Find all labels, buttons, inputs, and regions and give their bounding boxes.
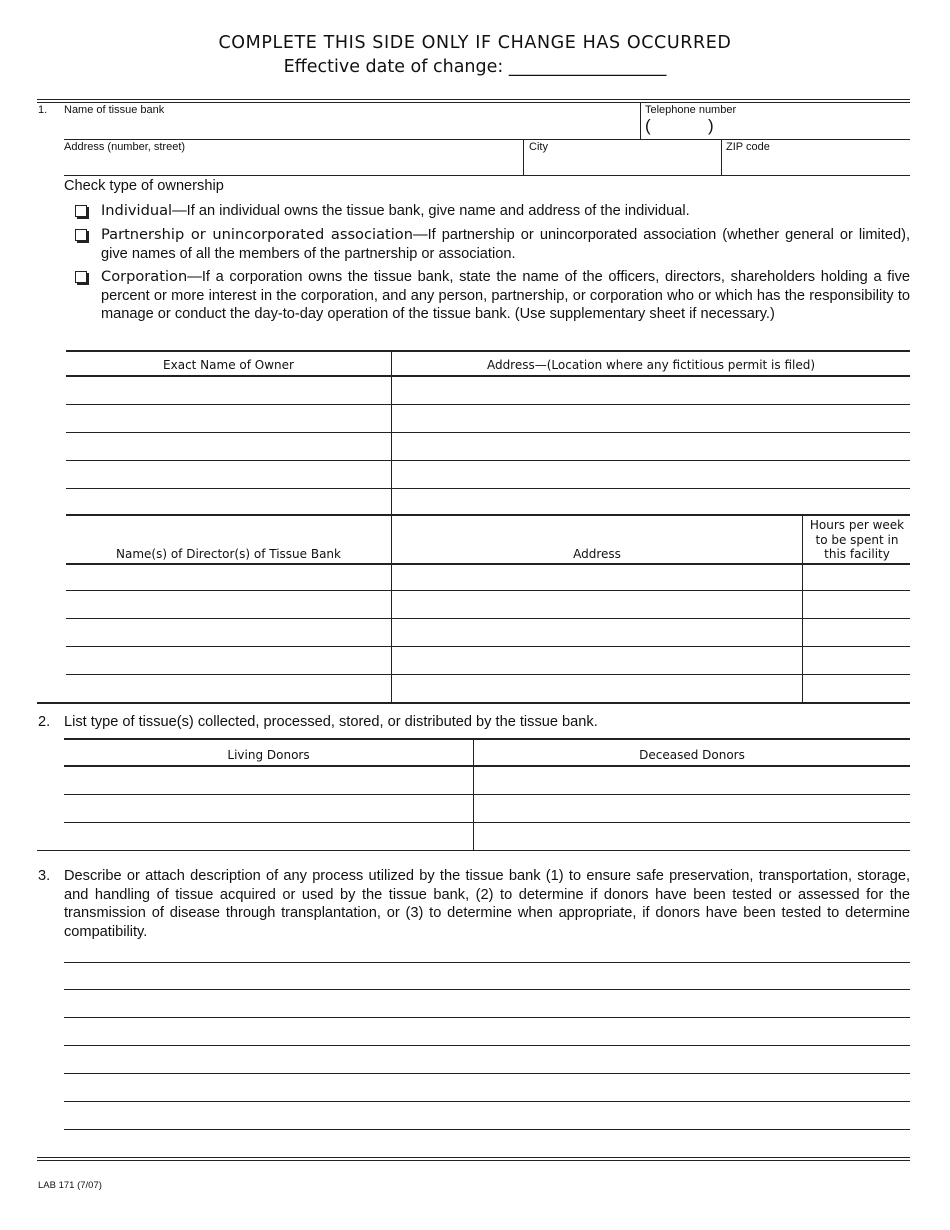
city-field[interactable] (529, 155, 717, 175)
owner-table-top (66, 350, 910, 352)
bottom-rule-2 (37, 1160, 910, 1161)
partnership-checkbox[interactable] (75, 229, 87, 241)
individual-checkbox[interactable] (75, 205, 87, 217)
section2-number: 2. (38, 714, 51, 730)
telephone-label: Telephone number (645, 104, 737, 116)
tissue-row-rule (64, 794, 910, 795)
option-title: Partnership or unincorporated association (101, 226, 413, 243)
top-rule-2 (37, 102, 910, 103)
top-rule (37, 99, 910, 100)
section3-number: 3. (38, 868, 51, 884)
section1-number: 1. (38, 104, 48, 116)
deceased-donors-header: Deceased Donors (639, 748, 745, 762)
section2-bottom-rule (37, 850, 910, 851)
ownership-option-individual (101, 202, 910, 221)
owner-col-divider (391, 350, 392, 516)
description-line[interactable] (64, 1129, 910, 1130)
director-hours-header: Hours per week to be spent in this facility (809, 518, 905, 561)
phone-paren-close: ) (708, 116, 714, 135)
section3-text: Describe or attach description of any process utilized by the tissue bank (1) to ensure safe preservation, transportation, storage, and handling of tissue acquired or used by the tissue bank, (2) to determine if donors have been tested or assessed for the transmission of disease through transplantation, or (3) to determine when appropriate, if donors have been tested to determine compatibility. (64, 868, 910, 940)
effective-date-label: Effective date of change: __________________ (283, 57, 667, 77)
option-title: Corporation (101, 268, 188, 285)
director-row-rule (66, 646, 910, 647)
owner-row-rule (66, 432, 910, 433)
tissue-bank-name-field[interactable] (64, 118, 639, 138)
row-rule (64, 175, 910, 176)
director-row-rule (66, 674, 910, 675)
description-line[interactable] (64, 1045, 910, 1046)
ownership-option-corporation (101, 268, 910, 324)
address-label: Address (number, street) (64, 141, 186, 153)
city-zip-divider (721, 139, 722, 175)
tissue-header-rule (64, 765, 910, 767)
bottom-rule (37, 1157, 910, 1158)
description-line[interactable] (64, 1017, 910, 1018)
address-field[interactable] (64, 155, 519, 175)
section2-text: List type of tissue(s) collected, processed, stored, or distributed by the tissue bank. (64, 714, 598, 730)
option-text: —If a corporation owns the tissue bank, state the name of the officers, directors, shareholders holding a five percent or more interest in the corporation, and any person, partnership, or corporation who or which has the responsibility to manage or conduct the day-to-day operation of the tissue bank. (Use supplementary sheet if necessary.) (101, 269, 910, 322)
row-rule (64, 139, 910, 140)
corporation-checkbox[interactable] (75, 271, 87, 283)
owner-row-rule (66, 488, 910, 489)
description-line[interactable] (64, 962, 910, 963)
form-id: LAB 171 (7/07) (38, 1180, 102, 1191)
tissue-bank-name-label: Name of tissue bank (64, 104, 165, 116)
owner-table-bottom (66, 514, 910, 516)
owner-name-header: Exact Name of Owner (163, 358, 294, 372)
telephone-field[interactable] (655, 118, 905, 138)
description-line[interactable] (64, 989, 910, 990)
phone-paren-open: ( (645, 116, 651, 135)
description-line[interactable] (64, 1101, 910, 1102)
section1-bottom-rule (37, 702, 910, 704)
tissue-row-rule (64, 822, 910, 823)
owner-row-rule (66, 460, 910, 461)
tissue-table-top (64, 738, 910, 740)
owner-row-rule (66, 404, 910, 405)
director-row-rule (66, 618, 910, 619)
director-address-header: Address (573, 547, 621, 561)
director-header-rule (66, 563, 910, 565)
address-city-divider (523, 139, 524, 175)
director-name-header: Name(s) of Director(s) of Tissue Bank (116, 547, 341, 561)
ownership-option-partnership (101, 226, 910, 263)
zip-field[interactable] (726, 155, 906, 175)
owner-address-header: Address—(Location where any fictitious permit is filed) (486, 358, 816, 372)
zip-label: ZIP code (726, 141, 770, 153)
owner-header-rule (66, 375, 910, 377)
option-text: —If partnership or unincorporated association (whether general or limited), give names of all the members of the partnership or association. (101, 227, 910, 262)
description-line[interactable] (64, 1073, 910, 1074)
director-row-rule (66, 590, 910, 591)
name-phone-divider (640, 102, 641, 139)
form-title: COMPLETE THIS SIDE ONLY IF CHANGE HAS OCCURRED (218, 33, 732, 53)
living-donors-header: Living Donors (227, 748, 310, 762)
option-title: Individual (101, 202, 173, 219)
ownership-heading: Check type of ownership (64, 178, 224, 194)
city-label: City (529, 141, 548, 153)
option-text: —If an individual owns the tissue bank, give name and address of the individual. (172, 203, 690, 219)
